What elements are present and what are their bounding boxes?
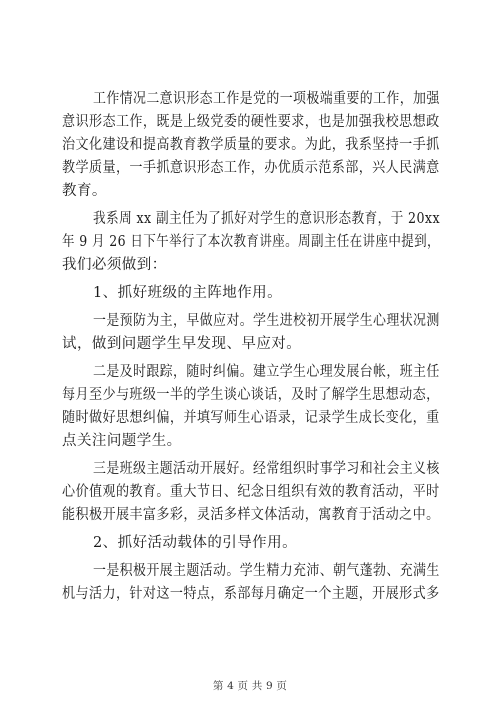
paragraph-line: 教学质量，一手抓意识形态工作，办优质示范系部，兴人民满意 [62,160,440,176]
paragraph-line: 每月至少与班级一半的学生谈心谈话，及时了解学生思想动态， [62,387,440,403]
paragraph-line: 随时做好思想纠偏，并填写师生心语录，记录学生成长变化，重 [62,410,440,426]
paragraph-line: 能积极开展丰富多彩，灵活多样文体活动，寓教育于活动之中。 [62,507,440,523]
paragraph-line: 一是积极开展主题活动。学生精力充沛、朝气蓬勃、充满生 [93,563,440,579]
paragraph-line: 点关注问题学生。 [62,433,182,449]
paragraph-line: 试，做到问题学生早发现、早应对。 [62,336,302,352]
paragraph-line: 三是班级主题活动开展好。经常组织时事学习和社会主义核 [93,461,440,477]
paragraph-line: 教育。 [62,183,107,199]
paragraph-line: 我们必须做到： [62,257,167,273]
paragraph-line: 意识形态工作，既是上级党委的硬性要求，也是加强我校思想政 [62,114,440,130]
paragraph-line: 治文化建设和提高教育教学质量的要求。为此，我系坚持一手抓 [62,137,440,153]
page-number-footer: 第 4 页 共 9 页 [212,680,288,692]
section-heading: 2、抓好活动载体的引导作用。 [93,535,298,551]
paragraph-line: 机与活力，针对这一特点，系部每月确定一个主题，开展形式多 [62,586,440,602]
paragraph-line: 我系周 xx 副主任为了抓好对学生的意识形态教育，于 20xx [93,211,440,227]
paragraph-line: 工作情况二意识形态工作是党的一项极端重要的工作，加强 [93,91,440,107]
section-heading: 1、抓好班级的主阵地作用。 [93,285,283,301]
paragraph-line: 心价值观的教育。重大节日、纪念日组织有效的教育活动，平时 [62,484,440,500]
paragraph-line: 年 9 月 26 日下午举行了本次教育讲座。周副主任在讲座中提到， [62,234,440,250]
paragraph-line: 二是及时跟踪，随时纠偏。建立学生心理发展台帐，班主任 [93,364,440,380]
paragraph-line: 一是预防为主，早做应对。学生进校初开展学生心理状况测 [93,313,440,329]
